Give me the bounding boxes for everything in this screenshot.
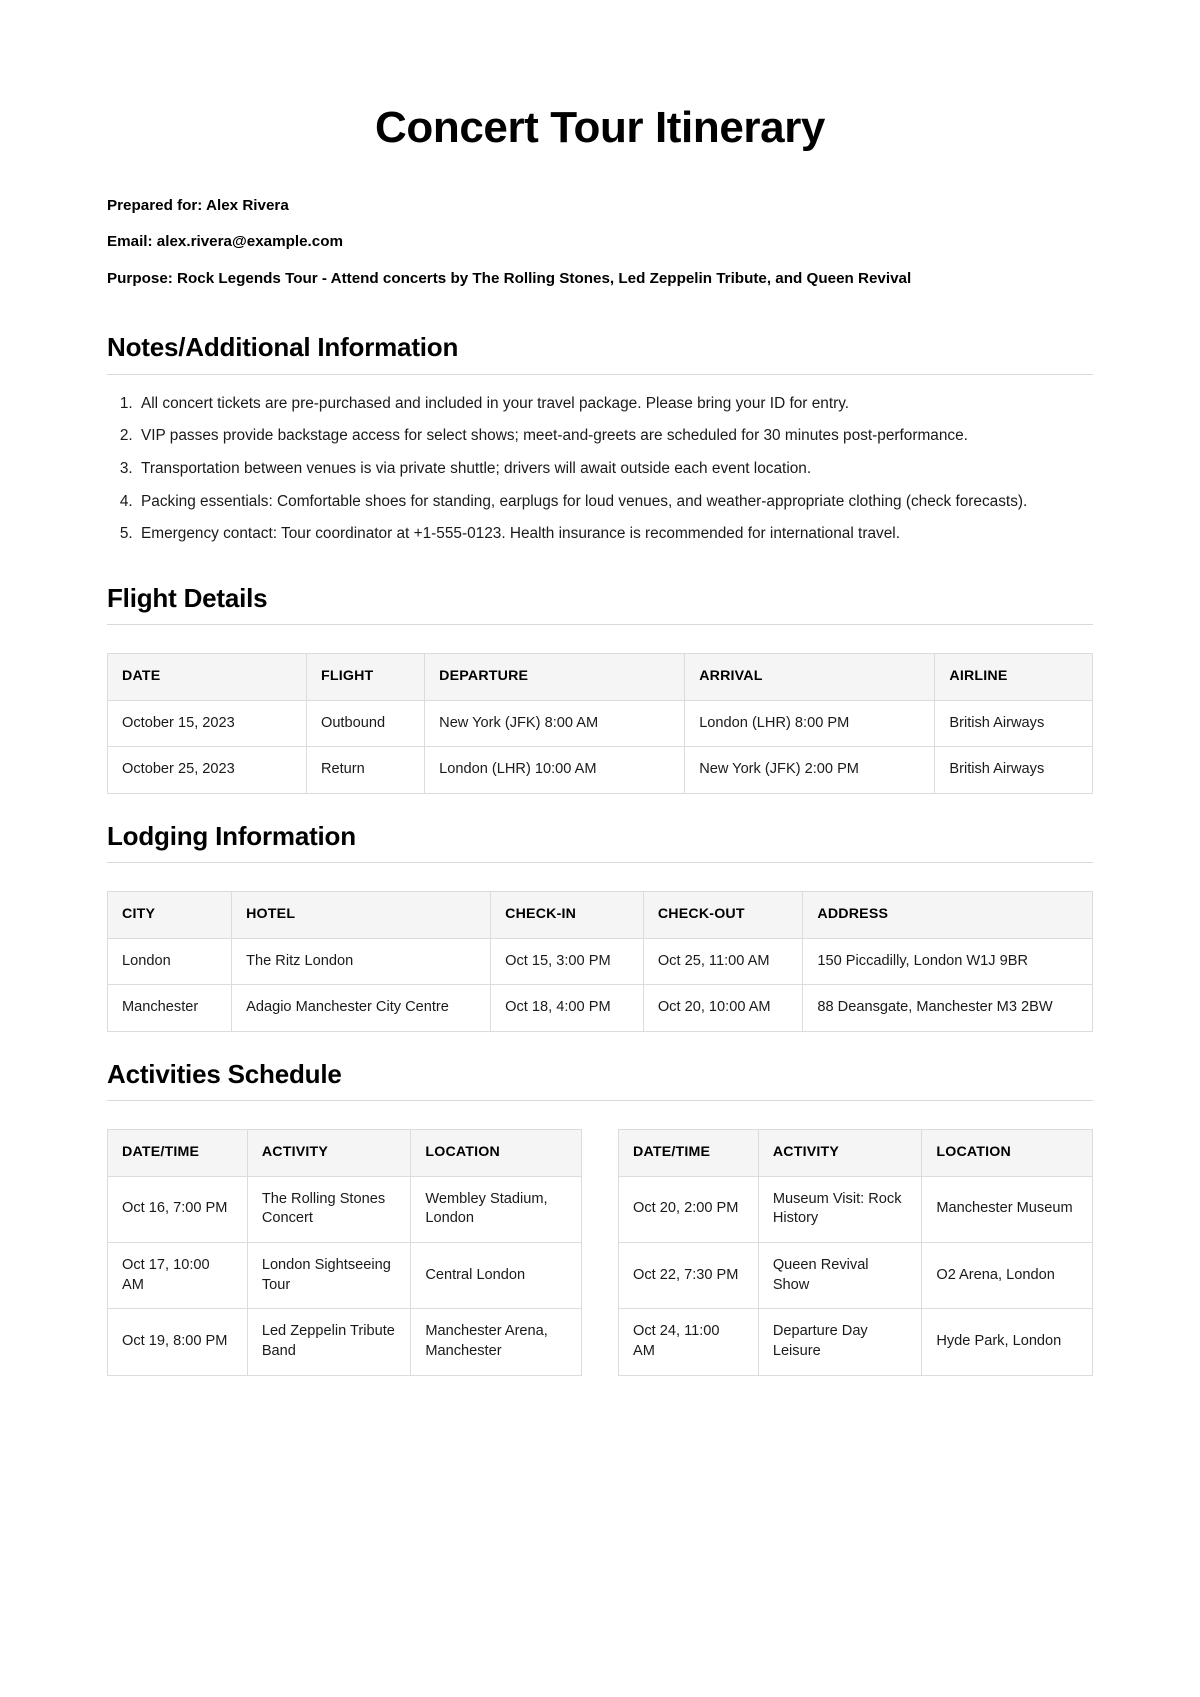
table-row: [108, 985, 1093, 1032]
table-row: [108, 938, 1093, 985]
cell-location: Wembley Stadium, London: [411, 1176, 582, 1242]
cell-hotel: Adagio Manchester City Centre: [232, 985, 491, 1032]
column-header-location: LOCATION: [411, 1130, 582, 1176]
column-header-city: CITY: [108, 892, 232, 938]
cell-flight: Return: [306, 747, 424, 794]
cell-address: 88 Deansgate, Manchester M3 2BW: [803, 985, 1093, 1032]
activities-table-right: [618, 1129, 1093, 1375]
activities-section: [107, 1032, 1093, 1376]
column-header-datetime: DATE/TIME: [108, 1130, 248, 1176]
cell-activity: Museum Visit: Rock History: [758, 1176, 922, 1242]
list-item: 4. Packing essentials: Comfortable shoes for standing, earplugs for loud venues, and weather-appropriate clothing (check forecasts).: [137, 491, 1093, 514]
cell-datetime: Oct 16, 7:00 PM: [108, 1176, 248, 1242]
page-title: Concert Tour Itinerary: [374, 103, 826, 152]
list-item: 3. Transportation between venues is via private shuttle; drivers will await outside each event location.: [137, 458, 1093, 481]
cell-activity: The Rolling Stones Concert: [247, 1176, 411, 1242]
activities-columns: [107, 1101, 1093, 1375]
list-item: 1. All concert tickets are pre-purchased and included in your travel package. Please bring your ID for entry.: [137, 393, 1093, 416]
lodging-heading: Lodging Information: [107, 820, 356, 851]
cell-location: Manchester Arena, Manchester: [411, 1309, 582, 1375]
column-header-date: DATE: [108, 654, 307, 700]
cell-activity: Queen Revival Show: [758, 1242, 922, 1308]
activities-left-column: [107, 1101, 582, 1375]
document-meta-block: [107, 196, 1093, 290]
column-header-datetime: DATE/TIME: [619, 1130, 759, 1176]
notes-section: [107, 305, 1093, 546]
cell-departure: New York (JFK) 8:00 AM: [425, 700, 685, 747]
table-row: [619, 1309, 1093, 1375]
cell-airline: British Airways: [935, 700, 1093, 747]
cell-city: Manchester: [108, 985, 232, 1032]
column-header-activity: ACTIVITY: [247, 1130, 411, 1176]
cell-date: October 25, 2023: [108, 747, 307, 794]
column-header-airline: AIRLINE: [935, 654, 1093, 700]
cell-datetime: Oct 22, 7:30 PM: [619, 1242, 759, 1308]
lodging-divider: [107, 862, 1093, 863]
table-header-row: [108, 1130, 582, 1176]
column-header-arrival: ARRIVAL: [685, 654, 935, 700]
cell-check-in: Oct 15, 3:00 PM: [491, 938, 644, 985]
table-header-row: [619, 1130, 1093, 1176]
table-row: [108, 747, 1093, 794]
column-header-activity: ACTIVITY: [758, 1130, 922, 1176]
cell-datetime: Oct 24, 11:00 AM: [619, 1309, 759, 1375]
cell-activity: London Sightseeing Tour: [247, 1242, 411, 1308]
table-row: [108, 1309, 582, 1375]
lodging-section: [107, 794, 1093, 1032]
notes-divider: [107, 374, 1093, 375]
flight-details-divider: [107, 624, 1093, 625]
cell-datetime: Oct 20, 2:00 PM: [619, 1176, 759, 1242]
notes-list: [107, 393, 1093, 546]
column-header-hotel: HOTEL: [232, 892, 491, 938]
page-bottom-spacer: [107, 1376, 1093, 1616]
table-row: [619, 1176, 1093, 1242]
cell-city: London: [108, 938, 232, 985]
notes-heading: Notes/Additional Information: [107, 332, 459, 363]
cell-airline: British Airways: [935, 747, 1093, 794]
meta-purpose: Purpose: Rock Legends Tour - Attend concerts by The Rolling Stones, Led Zeppelin Tribute, and Queen Revival: [107, 269, 912, 287]
column-header-departure: DEPARTURE: [425, 654, 685, 700]
meta-prepared-for: Prepared for: Alex Rivera: [107, 196, 289, 214]
flight-details-section: [107, 556, 1093, 794]
table-row: [619, 1242, 1093, 1308]
table-row: [108, 700, 1093, 747]
cell-location: Central London: [411, 1242, 582, 1308]
activities-heading: Activities Schedule: [107, 1058, 342, 1089]
cell-date: October 15, 2023: [108, 700, 307, 747]
table-row: [108, 1242, 582, 1308]
column-header-check-out: CHECK-OUT: [643, 892, 803, 938]
cell-activity: Departure Day Leisure: [758, 1309, 922, 1375]
cell-check-in: Oct 18, 4:00 PM: [491, 985, 644, 1032]
column-header-flight: FLIGHT: [306, 654, 424, 700]
list-item: 5. Emergency contact: Tour coordinator at +1-555-0123. Health insurance is recommended for international travel.: [137, 523, 1093, 546]
cell-check-out: Oct 20, 10:00 AM: [643, 985, 803, 1032]
cell-location: Manchester Museum: [922, 1176, 1093, 1242]
table-row: [108, 1176, 582, 1242]
meta-email: Email: alex.rivera@example.com: [107, 233, 343, 251]
cell-flight: Outbound: [306, 700, 424, 747]
cell-departure: London (LHR) 10:00 AM: [425, 747, 685, 794]
list-item: 2. VIP passes provide backstage access for select shows; meet-and-greets are scheduled for 30 minutes post-performance.: [137, 425, 1093, 448]
column-header-check-in: CHECK-IN: [491, 892, 644, 938]
cell-datetime: Oct 17, 10:00 AM: [108, 1242, 248, 1308]
table-header-row: [108, 654, 1093, 700]
cell-datetime: Oct 19, 8:00 PM: [108, 1309, 248, 1375]
cell-hotel: The Ritz London: [232, 938, 491, 985]
flight-details-heading: Flight Details: [107, 582, 268, 613]
flight-details-table: [107, 653, 1093, 794]
cell-arrival: New York (JFK) 2:00 PM: [685, 747, 935, 794]
activities-table-left: [107, 1129, 582, 1375]
cell-check-out: Oct 25, 11:00 AM: [643, 938, 803, 985]
table-header-row: [108, 892, 1093, 938]
cell-arrival: London (LHR) 8:00 PM: [685, 700, 935, 747]
cell-location: O2 Arena, London: [922, 1242, 1093, 1308]
cell-activity: Led Zeppelin Tribute Band: [247, 1309, 411, 1375]
column-header-address: ADDRESS: [803, 892, 1093, 938]
column-header-location: LOCATION: [922, 1130, 1093, 1176]
lodging-table: [107, 891, 1093, 1032]
cell-address: 150 Piccadilly, London W1J 9BR: [803, 938, 1093, 985]
activities-right-column: [618, 1101, 1093, 1375]
cell-location: Hyde Park, London: [922, 1309, 1093, 1375]
